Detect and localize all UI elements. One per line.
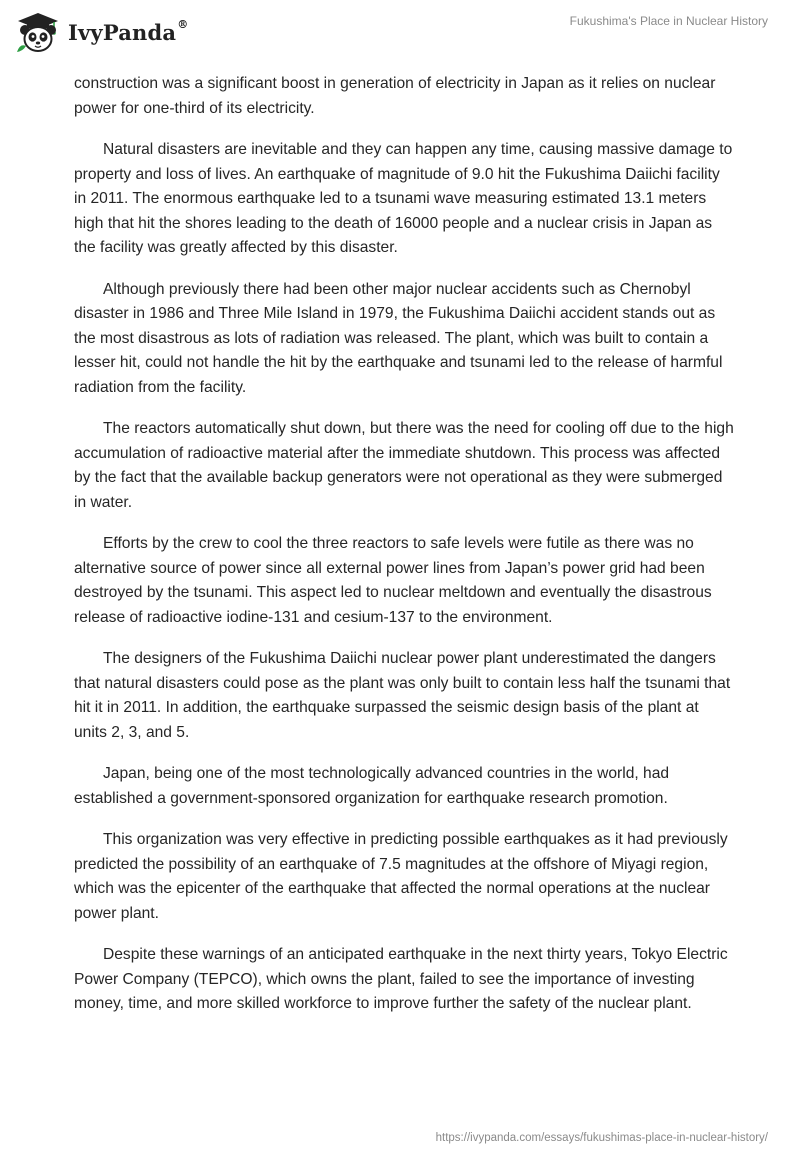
page-header: [0, 0, 800, 70]
ivypanda-logo[interactable]: [14, 10, 188, 54]
paragraph: Although previously there had been other major nuclear accidents such as Chernobyl disaster in 1986 and Three Mile Island in 1979, the Fukushima Daiichi accident stands out as the most disastrous as lots of radiation was released. The plant, which was built to contain a lesser hit, could not handle the hit by the earthquake and tsunami led to the release of harmful radiation from the facility.: [74, 280, 723, 396]
document-title: Fukushima's Place in Nuclear History: [569, 14, 768, 28]
paragraph: Natural disasters are inevitable and they can happen any time, causing massive damage to property and loss of lives. An earthquake of magnitude of 9.0 hit the Fukushima Daiichi facility in 2011. The enormous earthquake led to a tsunami wave measuring estimated 13.1 meters high that hit the shores leading to the death of 16000 people and a nuclear crisis in Japan as the facility was greatly affected by this disaster.: [74, 141, 733, 256]
panda-logo-icon: [14, 10, 62, 54]
paragraph: construction was a significant boost in generation of electricity in Japan as it relies on nuclear power for one-third of its electricity.: [74, 75, 716, 117]
essay-body: [74, 72, 734, 1034]
paragraph: Japan, being one of the most technologically advanced countries in the world, had established a government-sponsored organization for earthquake research promotion.: [74, 765, 670, 807]
source-url[interactable]: https://ivypanda.com/essays/fukushimas-place-in-nuclear-history/: [435, 1132, 768, 1144]
paragraph: This organization was very effective in predicting possible earthquakes as it had previously predicted the possibility of an earthquake of 7.5 magnitudes at the offshore of Miyagi region, which was the epicenter of the earthquake that affected the normal operations at the nuclear power plant.: [74, 831, 728, 922]
paragraph: The reactors automatically shut down, but there was the need for cooling off due to the high accumulation of radioactive material after the immediate shutdown. This process was affected by the fact that the available backup generators were not operational as they were submerged in water.: [74, 420, 734, 511]
paragraph: Despite these warnings of an anticipated earthquake in the next thirty years, Tokyo Electric Power Company (TEPCO), which owns the plant, failed to see the importance of investing money, time, and more skilled workforce to improve further the safety of the nuclear plant.: [74, 946, 728, 1012]
paragraph: Efforts by the crew to cool the three reactors to safe levels were futile as there was no alternative source of power since all external power lines from Japan’s power grid had been destroyed by the tsunami. This aspect led to nuclear meltdown and eventually the disastrous release of radioactive iodine-131 and cesium-137 to the environment.: [74, 535, 712, 626]
paragraph: The designers of the Fukushima Daiichi nuclear power plant underestimated the dangers that natural disasters could pose as the plant was only built to contain less half the tsunami that hit it in 2011. In addition, the earthquake surpassed the seismic design basis of the plant at units 2, 3, and 5.: [74, 650, 731, 741]
logo-text: IvyPanda®: [68, 17, 189, 45]
